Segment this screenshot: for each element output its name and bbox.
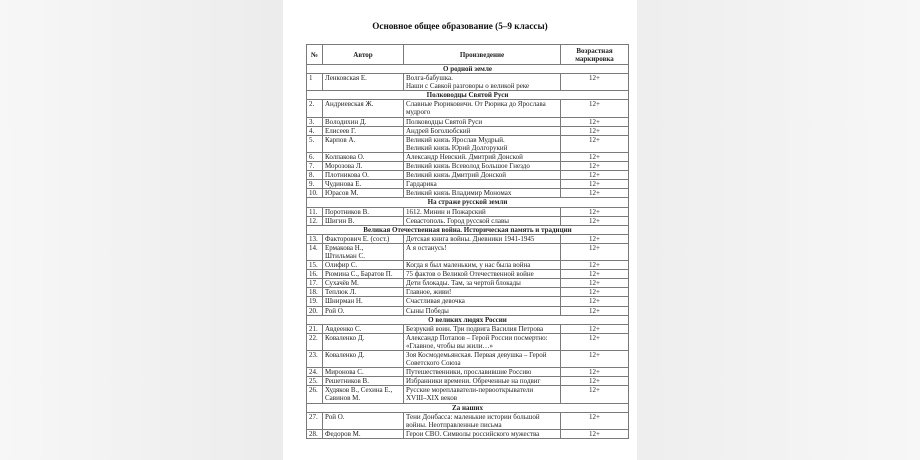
row-author xyxy=(323,333,404,350)
row-number: 18. xyxy=(307,288,323,297)
row-work-line: Севастополь. Город русской славы xyxy=(406,216,510,225)
row-author xyxy=(323,100,404,117)
section-header-row xyxy=(307,315,629,324)
row-work-line: Детская книга войны. Дневники 1941-1945 xyxy=(406,234,535,243)
row-author-line: Елисеев Г. xyxy=(325,126,356,135)
row-work xyxy=(404,126,561,135)
row-author-line: Миронова С. xyxy=(325,368,364,377)
row-work xyxy=(404,351,561,368)
section-header-row xyxy=(307,403,629,412)
row-number: 28. xyxy=(307,429,323,438)
table-row xyxy=(307,216,629,225)
row-age-rating: 12+ xyxy=(561,74,629,91)
row-author-line: Ермакова Н., xyxy=(325,243,364,252)
row-work xyxy=(404,207,561,216)
row-number: 9. xyxy=(307,180,323,189)
row-age-rating: 12+ xyxy=(561,126,629,135)
row-work xyxy=(404,234,561,243)
row-work xyxy=(404,333,561,350)
row-author-line: Решетников В. xyxy=(325,377,369,386)
row-work xyxy=(404,386,561,403)
row-author xyxy=(323,324,404,333)
table-row xyxy=(307,306,629,315)
row-author xyxy=(323,243,404,260)
table-row xyxy=(307,377,629,386)
row-work-line: Андрей Боголюбский xyxy=(406,126,471,135)
document-page xyxy=(283,0,637,460)
row-age-rating: 12+ xyxy=(561,386,629,403)
row-author xyxy=(323,171,404,180)
row-work-line: Волга-бабушка. xyxy=(406,74,453,83)
row-age-rating: 12+ xyxy=(561,171,629,180)
section-title: Za наших xyxy=(307,403,629,412)
row-work xyxy=(404,243,561,260)
row-author-line: Карпов А. xyxy=(325,135,356,144)
table-row xyxy=(307,180,629,189)
table-row xyxy=(307,100,629,117)
table-header-row xyxy=(307,45,629,65)
row-work-line: Безрукий воин. Три подвига Василия Петрова xyxy=(406,324,544,333)
row-author-line: Рюмина С., Баратов П. xyxy=(325,270,393,279)
row-work-line: А я останусь! xyxy=(406,243,447,252)
table-row xyxy=(307,412,629,429)
table-row xyxy=(307,234,629,243)
row-work xyxy=(404,377,561,386)
row-number: 3. xyxy=(307,117,323,126)
row-age-rating: 12+ xyxy=(561,270,629,279)
row-age-rating: 12+ xyxy=(561,297,629,306)
row-author-line: Рой О. xyxy=(325,306,345,315)
row-age-rating: 12+ xyxy=(561,429,629,438)
row-author xyxy=(323,306,404,315)
row-number: 5. xyxy=(307,135,323,152)
row-author-line: Шигин В. xyxy=(325,216,355,225)
row-author-line: Поротников В. xyxy=(325,207,370,216)
row-age-rating: 12+ xyxy=(561,412,629,429)
column-header-age-rating xyxy=(561,45,629,65)
table-row xyxy=(307,270,629,279)
row-work-line: Советского Союза xyxy=(406,359,461,368)
table-row xyxy=(307,279,629,288)
row-work xyxy=(404,135,561,152)
row-work-line: XVIII–XIX веков xyxy=(406,394,458,403)
row-author xyxy=(323,207,404,216)
row-work xyxy=(404,261,561,270)
row-work-line: Русские мореплаватели-первооткрыватели xyxy=(406,386,534,395)
row-author-line: Чудинова Е. xyxy=(325,180,362,189)
row-author-line: Теплюк Л. xyxy=(325,288,357,297)
row-author-line: Савинов М. xyxy=(325,394,361,403)
table-row xyxy=(307,351,629,368)
row-work xyxy=(404,117,561,126)
row-author xyxy=(323,126,404,135)
table-row xyxy=(307,162,629,171)
row-author-line: Федоров М. xyxy=(325,429,361,438)
row-author xyxy=(323,216,404,225)
row-number: 16. xyxy=(307,270,323,279)
column-header-number: № xyxy=(307,45,323,65)
row-age-rating: 12+ xyxy=(561,333,629,350)
row-number: 2. xyxy=(307,100,323,117)
row-work-line: Тени Донбасса: маленькие истории большой xyxy=(406,412,540,421)
row-age-rating: 12+ xyxy=(561,234,629,243)
row-work xyxy=(404,74,561,91)
row-work-line: Полководцы Святой Руси xyxy=(406,117,483,126)
row-work-line: Счастливая девочка xyxy=(406,297,465,306)
row-work xyxy=(404,279,561,288)
column-header-author: Автор xyxy=(323,45,404,65)
row-number: 4. xyxy=(307,126,323,135)
row-author-line: Колпакова О. xyxy=(325,152,365,161)
row-author xyxy=(323,351,404,368)
row-number: 12. xyxy=(307,216,323,225)
row-author xyxy=(323,270,404,279)
row-number: 7. xyxy=(307,162,323,171)
row-author xyxy=(323,135,404,152)
table-row xyxy=(307,243,629,260)
row-author xyxy=(323,429,404,438)
row-author xyxy=(323,368,404,377)
row-number: 6. xyxy=(307,152,323,161)
row-author xyxy=(323,297,404,306)
table-row xyxy=(307,368,629,377)
row-author-line: Авдеенко С. xyxy=(325,324,362,333)
table-row xyxy=(307,135,629,152)
table-row xyxy=(307,117,629,126)
row-work-line: Герои СВО. Символы российского мужества xyxy=(406,429,540,438)
row-work-line: Путешественники, прославившие Россию xyxy=(406,368,532,377)
row-work-line: 75 фактов о Великой Отечественной войне xyxy=(406,270,534,279)
row-number: 21. xyxy=(307,324,323,333)
row-number: 14. xyxy=(307,243,323,260)
row-author-line: Андриевская Ж. xyxy=(325,100,374,109)
row-age-rating: 12+ xyxy=(561,351,629,368)
row-work xyxy=(404,171,561,180)
section-title: О великих людях России xyxy=(307,315,629,324)
row-age-rating: 12+ xyxy=(561,207,629,216)
row-work-line: Александр Потапов – Герой России посмертно: xyxy=(406,333,548,342)
row-number: 27. xyxy=(307,412,323,429)
table-row xyxy=(307,189,629,198)
table-row xyxy=(307,429,629,438)
row-work-line: «Главное, чтобы вы жили…» xyxy=(406,341,493,350)
table-body xyxy=(307,65,629,439)
row-work-line: Дети блокады. Там, за чертой блокады xyxy=(406,279,521,288)
table-row xyxy=(307,126,629,135)
book-list-table xyxy=(306,44,629,439)
row-author xyxy=(323,386,404,403)
table-row xyxy=(307,171,629,180)
row-number: 13. xyxy=(307,234,323,243)
row-author xyxy=(323,152,404,161)
row-work-line: Зоя Космодемьянская. Первая девушка – Герой xyxy=(406,351,547,359)
row-work xyxy=(404,288,561,297)
table-row xyxy=(307,288,629,297)
row-work-line: войны. Неотправленные письма xyxy=(406,420,502,429)
row-author xyxy=(323,377,404,386)
row-author xyxy=(323,412,404,429)
table-row xyxy=(307,386,629,403)
row-work-line: Когда я был маленьким, у нас была война xyxy=(406,261,531,270)
row-work-line: мудрого xyxy=(406,108,431,117)
row-author xyxy=(323,234,404,243)
row-number: 24. xyxy=(307,368,323,377)
row-age-rating: 12+ xyxy=(561,324,629,333)
row-work xyxy=(404,152,561,161)
row-author xyxy=(323,288,404,297)
table-row xyxy=(307,74,629,91)
section-title: На страже русской земли xyxy=(307,198,629,207)
section-header-row xyxy=(307,91,629,100)
row-work xyxy=(404,368,561,377)
row-number: 22. xyxy=(307,333,323,350)
row-author-line: Ленковская Е. xyxy=(325,74,367,83)
row-work-line: Избранники времени. Обреченные на подвиг xyxy=(406,377,541,386)
row-work xyxy=(404,306,561,315)
row-author-line: Сухачёв М. xyxy=(325,279,359,288)
row-work-line: Великий князь Юрий Долгорукий xyxy=(406,143,508,152)
row-author xyxy=(323,279,404,288)
table-row xyxy=(307,207,629,216)
row-age-rating: 12+ xyxy=(561,306,629,315)
row-work-line: Сыны Победы xyxy=(406,306,449,315)
row-author-line: Олифир С. xyxy=(325,261,358,270)
row-author-line: Штильман С. xyxy=(325,251,365,260)
table-row xyxy=(307,333,629,350)
row-age-rating: 12+ xyxy=(561,243,629,260)
row-work xyxy=(404,180,561,189)
row-number: 26. xyxy=(307,386,323,403)
section-title: Великая Отечественная война. Историческая память и традиции xyxy=(307,225,629,234)
row-number: 8. xyxy=(307,171,323,180)
table-row xyxy=(307,261,629,270)
row-author-line: Факторович Е. (сост.) xyxy=(325,234,390,243)
row-age-rating: 12+ xyxy=(561,135,629,152)
row-age-rating: 12+ xyxy=(561,100,629,117)
row-number: 17. xyxy=(307,279,323,288)
table-row xyxy=(307,324,629,333)
row-author xyxy=(323,189,404,198)
row-author xyxy=(323,180,404,189)
row-number: 15. xyxy=(307,261,323,270)
row-age-rating: 12+ xyxy=(561,189,629,198)
document-title: Основное общее образование (5–9 классы) xyxy=(372,21,548,31)
row-work-line: Великий князь Владимир Мономах xyxy=(406,189,512,198)
row-number: 23. xyxy=(307,351,323,368)
row-age-rating: 12+ xyxy=(561,288,629,297)
column-header-work: Произведение xyxy=(404,45,561,65)
row-work xyxy=(404,324,561,333)
row-author-line: Худяков В., Сехина Е., xyxy=(325,386,393,395)
row-work-line: Наши с Савкой разговоры о великой реке xyxy=(406,82,530,91)
row-age-rating: 12+ xyxy=(561,162,629,171)
row-age-rating: 12+ xyxy=(561,368,629,377)
row-work xyxy=(404,270,561,279)
row-age-rating: 12+ xyxy=(561,117,629,126)
row-work xyxy=(404,162,561,171)
row-author-line: Шнирман Н. xyxy=(325,297,363,306)
section-title: Полководцы Святой Руси xyxy=(307,91,629,100)
row-author xyxy=(323,162,404,171)
row-author-line: Рой О. xyxy=(325,412,345,421)
row-work xyxy=(404,100,561,117)
row-author-line: Юрасов М. xyxy=(325,189,359,198)
row-age-rating: 12+ xyxy=(561,216,629,225)
row-author xyxy=(323,261,404,270)
section-header-row xyxy=(307,65,629,74)
row-work-line: 1612. Минин и Пожарский xyxy=(406,207,486,216)
row-age-rating: 12+ xyxy=(561,152,629,161)
row-work-line: Гардарика xyxy=(406,180,437,189)
row-age-rating: 12+ xyxy=(561,261,629,270)
section-header-row xyxy=(307,225,629,234)
row-work xyxy=(404,189,561,198)
age-rating-header-text: Возрастная маркировка xyxy=(575,46,614,63)
row-author-line: Володихин Д. xyxy=(325,117,367,126)
row-author-line: Плотникова О. xyxy=(325,171,369,180)
row-work xyxy=(404,297,561,306)
row-author-line: Коваленко Д. xyxy=(325,333,365,342)
row-age-rating: 12+ xyxy=(561,377,629,386)
table-row xyxy=(307,152,629,161)
row-author-line: Коваленко Д. xyxy=(325,351,365,359)
row-work-line: Великий князь Всеволод Большое Гнездо xyxy=(406,162,530,171)
row-work-line: Великий князь Ярослав Мудрый. xyxy=(406,135,505,144)
row-author xyxy=(323,117,404,126)
row-work-line: Славные Рюриковичи. От Рюрика до Ярослава xyxy=(406,100,546,109)
row-work xyxy=(404,429,561,438)
row-age-rating: 12+ xyxy=(561,279,629,288)
row-author-line: Морозова Л. xyxy=(325,162,363,171)
row-work-line: Александр Невский. Дмитрий Донской xyxy=(406,152,523,161)
row-age-rating: 12+ xyxy=(561,180,629,189)
row-number: 25. xyxy=(307,377,323,386)
section-header-row xyxy=(307,198,629,207)
row-number: 1 xyxy=(307,74,323,91)
row-author xyxy=(323,74,404,91)
section-title: О родной земле xyxy=(307,65,629,74)
row-work-line: Великий князь Дмитрий Донской xyxy=(406,171,506,180)
table-row xyxy=(307,297,629,306)
row-work-line: Главное, живи! xyxy=(406,288,452,297)
row-number: 19. xyxy=(307,297,323,306)
row-number: 10. xyxy=(307,189,323,198)
row-number: 20. xyxy=(307,306,323,315)
row-work xyxy=(404,412,561,429)
row-work xyxy=(404,216,561,225)
row-number: 11. xyxy=(307,207,323,216)
